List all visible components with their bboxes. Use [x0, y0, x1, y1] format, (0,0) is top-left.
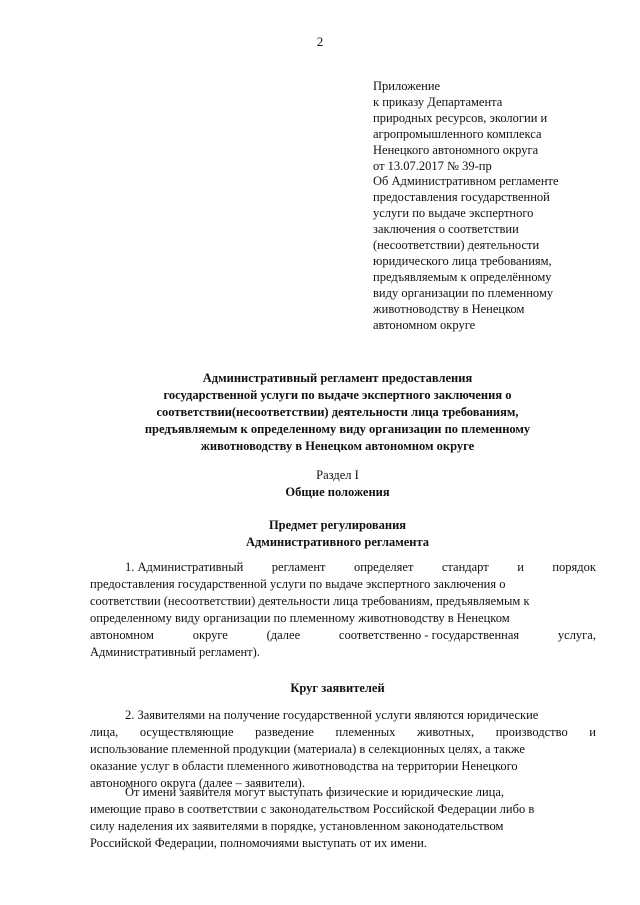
paragraph-line	[90, 593, 596, 610]
paragraph-text-segment: племенных	[335, 725, 396, 739]
appendix-line: предъявляемым к определённому	[373, 269, 552, 284]
appendix-line: автономном округе	[373, 317, 476, 332]
paragraph-text-segment: и	[517, 560, 524, 574]
title-line: животноводству в Ненецком автономном округе	[200, 439, 475, 453]
subheading-line: Предмет регулирования	[268, 518, 407, 532]
title-line: предъявляемым к определенному виду организации по племенному	[144, 422, 531, 436]
paragraph-line	[90, 707, 596, 724]
paragraph-text-segment: производство	[495, 725, 568, 739]
subheading-line: Круг заявителей	[290, 681, 385, 695]
paragraph-line	[90, 835, 596, 852]
paragraph-3	[90, 784, 596, 852]
subheading-line: Административного регламента	[245, 535, 430, 549]
appendix-line: животноводству в Ненецком	[373, 301, 525, 316]
appendix-line: услуги по выдаче экспертного	[373, 206, 534, 221]
paragraph-text-segment: имеющие право в соответствии с законодательством Российской Федерации либо в	[90, 802, 535, 816]
paragraph-text-segment: животных,	[417, 725, 475, 739]
title-line: государственной услуги по выдаче экспертного заключения о	[163, 388, 512, 402]
section-name: Общие положения	[285, 485, 390, 499]
paragraph-text-segment: лица,	[90, 725, 119, 739]
paragraph-line	[90, 741, 596, 758]
paragraph-text-segment: автономного округа (далее – заявители).	[90, 776, 305, 790]
title-line: Административный регламент предоставления	[202, 371, 473, 385]
paragraph-text-segment: регламент	[271, 560, 326, 574]
paragraph-line	[90, 724, 596, 741]
page-number: 2	[316, 34, 324, 49]
paragraph-text-segment: оказание услуг в области племенного животноводства на территории Ненецкого	[90, 759, 518, 773]
paragraph-text-segment: От имени заявителя могут выступать физические и юридические лица,	[125, 785, 505, 799]
paragraph-text-segment: разведение	[255, 725, 314, 739]
paragraph-text-segment: услуга,	[557, 628, 596, 642]
paragraph-text-segment: осуществляющие	[139, 725, 234, 739]
appendix-line: природных ресурсов, экологии и	[373, 110, 548, 125]
paragraph-2	[90, 707, 596, 792]
paragraph-text-segment: порядок	[552, 560, 596, 574]
paragraph-line	[90, 610, 596, 627]
paragraph-text-segment: силу наделения их заявителями в порядке, установленном законодательством	[90, 819, 504, 833]
appendix-line: юридического лица требованиям,	[373, 253, 552, 268]
paragraph-1	[90, 559, 596, 661]
section-heading	[90, 467, 585, 501]
paragraph-text-segment: определяет	[353, 560, 414, 574]
appendix-header	[373, 79, 603, 334]
paragraph-text-segment: определенному виду организации по племенному животноводству в Ненецком	[90, 611, 510, 625]
appendix-line: от 13.07.2017 № 39-пр	[373, 158, 492, 173]
paragraph-line	[90, 559, 596, 576]
paragraph-text-segment: округе	[192, 628, 228, 642]
paragraph-line	[90, 784, 596, 801]
section-number: Раздел I	[316, 468, 359, 482]
paragraph-text-segment: и	[589, 725, 596, 739]
paragraph-line	[90, 576, 596, 593]
paragraph-line	[90, 801, 596, 818]
paragraph-line	[90, 758, 596, 775]
paragraph-text-segment: Российской Федерации, полномочиями выступать от их имени.	[90, 836, 427, 850]
paragraph-text-segment: соответствии (несоответствии) деятельности лица требованиям, предъявляемым к	[90, 594, 530, 608]
paragraph-text-segment: предоставления государственной услуги по выдаче экспертного заключения о	[90, 577, 506, 591]
subheading-regulation-subject	[90, 517, 585, 551]
document-title	[90, 370, 585, 455]
paragraph-text-segment: Административный регламент).	[90, 645, 260, 659]
paragraph-text-segment: стандарт	[441, 560, 489, 574]
appendix-line: Ненецкого автономного округа	[373, 142, 539, 157]
paragraph-text-segment: 1. Административный	[125, 560, 244, 574]
appendix-line: заключения о соответствии	[373, 222, 519, 237]
paragraph-line	[90, 818, 596, 835]
paragraph-line	[90, 644, 596, 661]
appendix-line: виду организации по племенному	[373, 285, 554, 300]
subheading-applicants	[90, 680, 585, 697]
appendix-line: Об Административном регламенте	[373, 174, 559, 189]
appendix-line: (несоответствии) деятельности	[373, 238, 540, 253]
paragraph-text-segment: (далее	[266, 628, 301, 642]
paragraph-text-segment: автономном	[90, 628, 154, 642]
appendix-line: к приказу Департамента	[373, 94, 503, 109]
appendix-line: Приложение	[373, 79, 441, 93]
paragraph-text-segment: 2. Заявителями на получение государственной услуги являются юридические	[125, 708, 539, 722]
paragraph-line	[90, 627, 596, 644]
paragraph-text-segment: соответственно - государственная	[338, 628, 520, 642]
paragraph-text-segment: использование племенной продукции (материала) в селекционных целях, а также	[90, 742, 525, 756]
appendix-line: агропромышленного комплекса	[373, 126, 542, 141]
title-line: соответствии(несоответствии) деятельности лица требованиям,	[156, 405, 519, 419]
appendix-line: предоставления государственной	[373, 190, 550, 205]
